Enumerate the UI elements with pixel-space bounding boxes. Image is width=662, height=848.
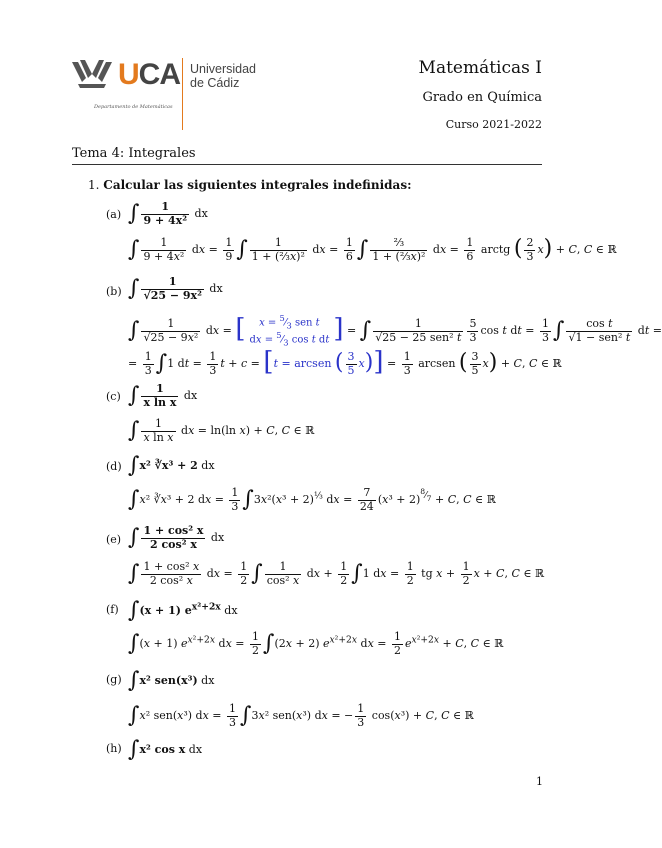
uca-logo: [70, 58, 270, 130]
integral-c-statement: ∫ $\frac{1}{\text{x ln x}}$ dx: [128, 381, 198, 409]
item-label-e: (e): [106, 533, 122, 546]
integral-f-solution: ∫(x + 1) $e^{x^2+2x}$ dx = $\frac{1}{2}$ ∫(2x + 2) $e^{x^2+2x}$ dx = $\frac{1}{2}$ $e^{x^2+2x} + C$, C ∈ ℝ: [128, 629, 504, 657]
integral-b-solution-line2: = $\frac{1}{3}$ ∫1 dt = $\frac{1}{3}$ t + c = [t = arcsen ( $\frac{3}{5}$ x)] = $\frac{1}{3}$ arcsen ( $\frac{3}{5}$ x) + C, C ∈ ℝ: [128, 347, 562, 377]
item-label-a: (a): [106, 208, 122, 221]
topic-title: Tema 4: Integrales: [72, 146, 196, 161]
uca-emblem-icon: [70, 58, 114, 92]
university-name: Universidad de Cádiz: [190, 62, 257, 90]
integral-h-statement: ∫x² cos x dx: [128, 737, 203, 762]
item-label-c: (c): [106, 390, 121, 403]
academic-year: Curso 2021-2022: [445, 118, 542, 131]
question-title: 1. Calcular las siguientes integrales indefinidas:: [88, 178, 412, 192]
page-number: 1: [536, 775, 543, 788]
item-label-g: (g): [106, 673, 122, 686]
integral-a-statement: ∫ $\frac{1}{\text{9 + 4x²}}$ dx: [128, 199, 208, 227]
item-label-d: (d): [106, 460, 122, 473]
department-name: Departamento de Matemáticas: [94, 104, 173, 110]
integral-b-statement: ∫ $\frac{1}{\text{√25 − 9x²}}$ dx: [128, 274, 223, 302]
integral-d-solution: ∫x² ∛x³ + 2 dx = $\frac{1}{3}$ $\int 3x^2(x^3 + 2)^{\frac{1}{3}}$ dx = $\frac{7}{24}$ $(x^3 + 2)^{^8⁄_7} + C$, C ∈ ℝ: [128, 485, 496, 513]
integral-g-solution: ∫x² sen(x³) dx = $\frac{1}{3}$ ∫3x² sen(x³) dx = − $\frac{1}{3}$ cos(x³) + C, C ∈ ℝ: [128, 701, 474, 729]
integral-a-solution: ∫ $\frac{1}{\text{9 + 4x²}}$ dx = $\frac{1}{9}$ ∫ $\frac{1}{\text{1 + (⅔x)²}}$ dx = $\frac{1}{6}$ ∫ $\frac{\text{⅔}}{\text{1 + (⅔x)²}}$ dx = $\frac{1}{6}$ arctg ( $\frac{2}{3}$ x) + C, C ∈ ℝ: [128, 235, 617, 263]
integral-e-solution: ∫ $\frac{\text{1 + cos² x}}{\text{2 cos² x}}$ dx = $\frac{1}{2}$ ∫ $\frac{1}{\text{cos² x}}$ dx + $\frac{1}{2}$ ∫1 dx = $\frac{1}{2}$ tg x + $\frac{1}{2}$ x + C, C ∈ ℝ: [128, 559, 545, 587]
item-label-b: (b): [106, 285, 122, 298]
item-label-h: (h): [106, 742, 122, 755]
integral-c-solution: ∫ $\frac{1}{\text{x ln x}}$ dx = ln(ln x) + C, C ∈ ℝ: [128, 416, 315, 444]
header-rule: [72, 164, 542, 165]
integral-e-statement: ∫ $\frac{\text{1 + cos² x}}{\text{2 cos² x}}$ dx: [128, 523, 225, 551]
integral-d-statement: ∫x² ∛x³ + 2 dx: [128, 453, 215, 478]
logo-divider: [182, 58, 183, 130]
degree-name: Grado en Química: [422, 90, 542, 105]
integral-g-statement: ∫x² sen(x³) dx: [128, 668, 215, 693]
integral-f-statement: ∫(x + 1) $e^{x^2+2x}$ dx: [128, 598, 238, 623]
integral-b-solution-line1: ∫ $\frac{1}{\text{√25 − 9x²}}$ dx = [ $x = ^5⁄_3$ sen t dx = $^5⁄_3$ cos t dt ] = ∫ $\frac{1}{\text{√25 − 25 sen² t}}$ $\frac{5}{3}$ cos t dt = $\frac{1}{3}$ ∫ $\frac{\text{cos t}}{\text{√1 − sen² t}}$ dt =: [128, 313, 662, 348]
course-title: Matemáticas I: [418, 58, 542, 78]
uca-wordmark: UCA: [118, 58, 181, 91]
item-label-f: (f): [106, 603, 119, 616]
